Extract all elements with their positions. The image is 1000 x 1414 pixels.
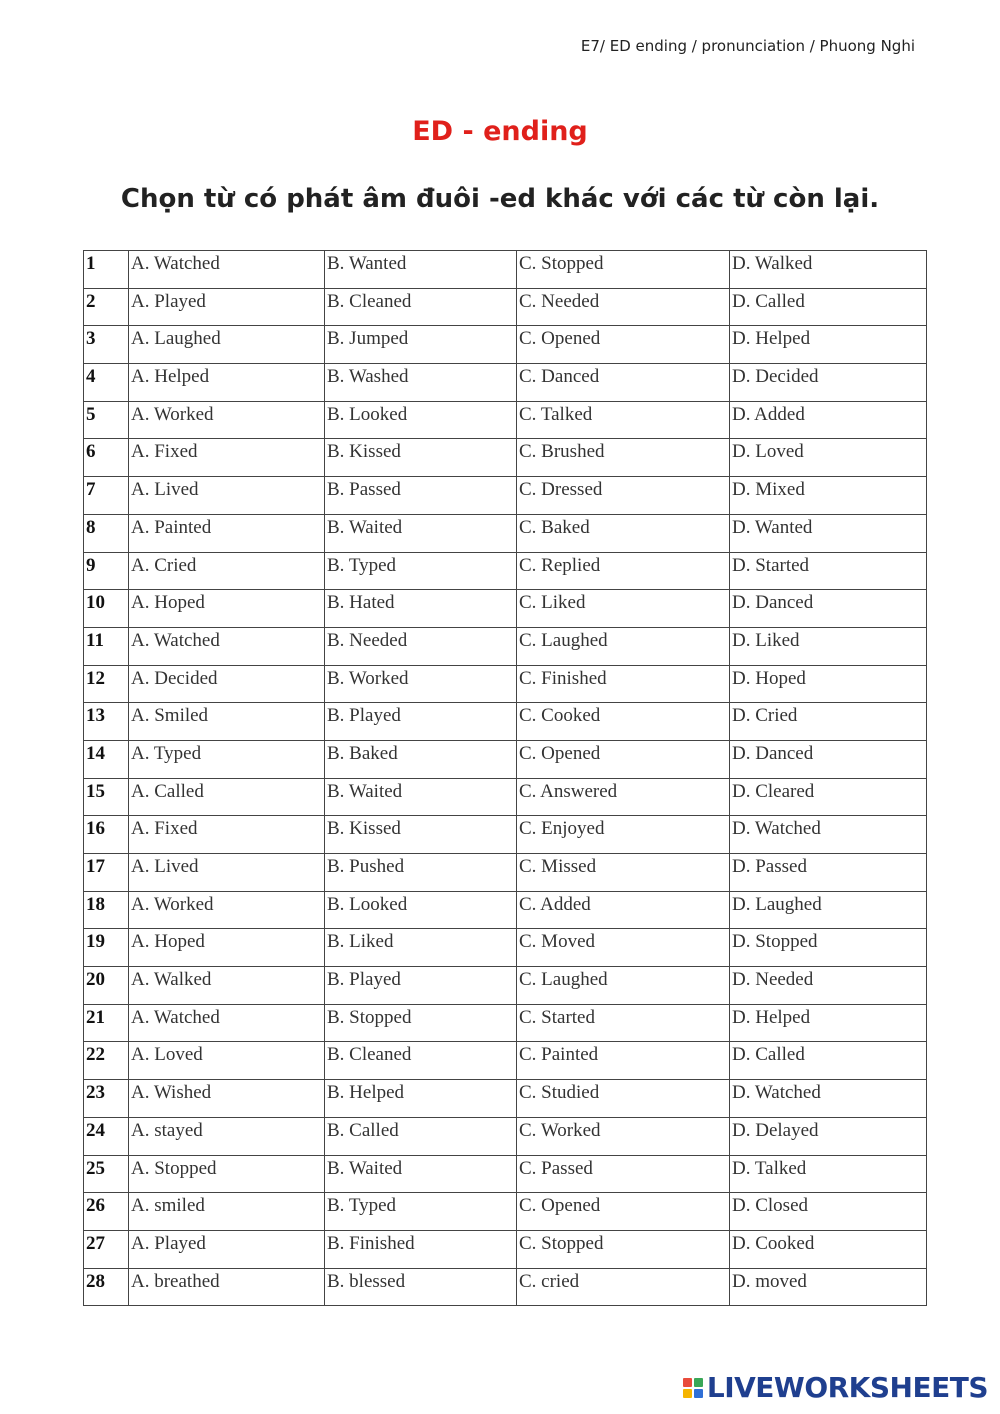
table-row xyxy=(84,1117,927,1155)
option-a: A. smiled xyxy=(129,1193,325,1231)
option-b: B. Hated xyxy=(325,590,517,628)
option-d: D. Mixed xyxy=(730,477,927,515)
option-d: D. Talked xyxy=(730,1155,927,1193)
option-d: D. Helped xyxy=(730,326,927,364)
option-d: D. Stopped xyxy=(730,929,927,967)
table-row xyxy=(84,891,927,929)
question-number: 26 xyxy=(84,1193,129,1231)
question-number: 23 xyxy=(84,1080,129,1118)
table-row xyxy=(84,967,927,1005)
table-row xyxy=(84,1268,927,1306)
table-row xyxy=(84,778,927,816)
table-row xyxy=(84,552,927,590)
table-row xyxy=(84,364,927,402)
option-c: C. Answered xyxy=(517,778,730,816)
table-row xyxy=(84,439,927,477)
exercise-table-body xyxy=(84,251,927,1306)
option-c: C. Baked xyxy=(517,514,730,552)
exercise-table xyxy=(83,250,927,1306)
option-a: A. breathed xyxy=(129,1268,325,1306)
table-row xyxy=(84,590,927,628)
table-row xyxy=(84,514,927,552)
table-row xyxy=(84,477,927,515)
logo-square xyxy=(683,1378,692,1387)
option-c: C. Moved xyxy=(517,929,730,967)
option-c: C. Stopped xyxy=(517,1230,730,1268)
option-a: A. Watched xyxy=(129,251,325,289)
question-number: 7 xyxy=(84,477,129,515)
option-a: A. Loved xyxy=(129,1042,325,1080)
option-a: A. Hoped xyxy=(129,590,325,628)
option-c: C. Dressed xyxy=(517,477,730,515)
question-number: 14 xyxy=(84,740,129,778)
option-d: D. Watched xyxy=(730,816,927,854)
option-b: B. Washed xyxy=(325,364,517,402)
option-a: A. Played xyxy=(129,288,325,326)
option-c: C. Started xyxy=(517,1004,730,1042)
option-a: A. Worked xyxy=(129,891,325,929)
option-c: C. Needed xyxy=(517,288,730,326)
page-title: ED - ending xyxy=(412,116,588,147)
table-row xyxy=(84,401,927,439)
option-b: B. blessed xyxy=(325,1268,517,1306)
option-c: C. Added xyxy=(517,891,730,929)
option-d: D. Passed xyxy=(730,854,927,892)
option-b: B. Kissed xyxy=(325,816,517,854)
option-c: C. Worked xyxy=(517,1117,730,1155)
option-c: C. Finished xyxy=(517,665,730,703)
question-number: 15 xyxy=(84,778,129,816)
option-c: C. Liked xyxy=(517,590,730,628)
option-b: B. Pushed xyxy=(325,854,517,892)
option-a: A. Played xyxy=(129,1230,325,1268)
table-row xyxy=(84,326,927,364)
table-row xyxy=(84,1193,927,1231)
question-number: 8 xyxy=(84,514,129,552)
option-a: A. Lived xyxy=(129,477,325,515)
option-d: D. Wanted xyxy=(730,514,927,552)
option-d: D. Added xyxy=(730,401,927,439)
option-c: C. Enjoyed xyxy=(517,816,730,854)
question-number: 18 xyxy=(84,891,129,929)
option-a: A. Lived xyxy=(129,854,325,892)
option-a: A. Smiled xyxy=(129,703,325,741)
question-number: 11 xyxy=(84,627,129,665)
question-number: 5 xyxy=(84,401,129,439)
option-a: A. Hoped xyxy=(129,929,325,967)
option-b: B. Waited xyxy=(325,778,517,816)
option-b: B. Worked xyxy=(325,665,517,703)
option-b: B. Cleaned xyxy=(325,1042,517,1080)
option-d: D. Started xyxy=(730,552,927,590)
option-a: A. Helped xyxy=(129,364,325,402)
option-b: B. Waited xyxy=(325,1155,517,1193)
option-a: A. Watched xyxy=(129,1004,325,1042)
table-row xyxy=(84,665,927,703)
option-c: C. Opened xyxy=(517,740,730,778)
option-d: D. Watched xyxy=(730,1080,927,1118)
table-row xyxy=(84,1004,927,1042)
option-b: B. Played xyxy=(325,967,517,1005)
question-number: 16 xyxy=(84,816,129,854)
logo-mark-icon xyxy=(683,1378,703,1398)
table-row xyxy=(84,703,927,741)
question-number: 12 xyxy=(84,665,129,703)
table-row xyxy=(84,1042,927,1080)
option-b: B. Stopped xyxy=(325,1004,517,1042)
table-row xyxy=(84,251,927,289)
option-c: C. Brushed xyxy=(517,439,730,477)
question-number: 10 xyxy=(84,590,129,628)
option-d: D. Delayed xyxy=(730,1117,927,1155)
option-c: C. Talked xyxy=(517,401,730,439)
logo-square xyxy=(694,1389,703,1398)
option-a: A. Painted xyxy=(129,514,325,552)
question-number: 1 xyxy=(84,251,129,289)
question-number: 2 xyxy=(84,288,129,326)
option-d: D. Needed xyxy=(730,967,927,1005)
option-a: A. Laughed xyxy=(129,326,325,364)
header-note: E7/ ED ending / pronunciation / Phuong Nghi xyxy=(580,37,915,55)
question-number: 25 xyxy=(84,1155,129,1193)
option-c: C. Replied xyxy=(517,552,730,590)
option-b: B. Passed xyxy=(325,477,517,515)
table-row xyxy=(84,854,927,892)
question-number: 28 xyxy=(84,1268,129,1306)
option-c: C. Opened xyxy=(517,1193,730,1231)
liveworksheets-logo xyxy=(683,1371,988,1404)
option-d: D. Loved xyxy=(730,439,927,477)
option-a: A. Stopped xyxy=(129,1155,325,1193)
question-number: 4 xyxy=(84,364,129,402)
question-number: 19 xyxy=(84,929,129,967)
option-d: D. Cooked xyxy=(730,1230,927,1268)
option-a: A. Called xyxy=(129,778,325,816)
option-d: D. Danced xyxy=(730,590,927,628)
table-row xyxy=(84,1155,927,1193)
table-row xyxy=(84,627,927,665)
question-number: 27 xyxy=(84,1230,129,1268)
option-c: C. Laughed xyxy=(517,967,730,1005)
option-b: B. Played xyxy=(325,703,517,741)
option-a: A. Wished xyxy=(129,1080,325,1118)
instruction-text: Chọn từ có phát âm đuôi -ed khác với các từ còn lại. xyxy=(120,184,880,214)
option-d: D. Called xyxy=(730,1042,927,1080)
option-c: C. Stopped xyxy=(517,251,730,289)
table-row xyxy=(84,740,927,778)
option-b: B. Cleaned xyxy=(325,288,517,326)
option-b: B. Liked xyxy=(325,929,517,967)
option-c: C. Danced xyxy=(517,364,730,402)
option-b: B. Typed xyxy=(325,1193,517,1231)
option-d: D. Cried xyxy=(730,703,927,741)
option-c: C. Cooked xyxy=(517,703,730,741)
option-b: B. Typed xyxy=(325,552,517,590)
option-c: C. cried xyxy=(517,1268,730,1306)
table-row xyxy=(84,816,927,854)
option-d: D. Called xyxy=(730,288,927,326)
option-b: B. Wanted xyxy=(325,251,517,289)
option-d: D. moved xyxy=(730,1268,927,1306)
option-b: B. Baked xyxy=(325,740,517,778)
option-a: A. Watched xyxy=(129,627,325,665)
option-d: D. Laughed xyxy=(730,891,927,929)
option-b: B. Helped xyxy=(325,1080,517,1118)
question-number: 24 xyxy=(84,1117,129,1155)
option-a: A. Decided xyxy=(129,665,325,703)
logo-text: LIVEWORKSHEETS xyxy=(706,1371,988,1404)
option-a: A. Cried xyxy=(129,552,325,590)
question-number: 21 xyxy=(84,1004,129,1042)
option-a: A. stayed xyxy=(129,1117,325,1155)
option-a: A. Walked xyxy=(129,967,325,1005)
option-a: A. Worked xyxy=(129,401,325,439)
table-row xyxy=(84,288,927,326)
option-d: D. Helped xyxy=(730,1004,927,1042)
option-a: A. Fixed xyxy=(129,816,325,854)
question-number: 20 xyxy=(84,967,129,1005)
logo-square xyxy=(694,1378,703,1387)
option-b: B. Jumped xyxy=(325,326,517,364)
option-b: B. Looked xyxy=(325,401,517,439)
question-number: 17 xyxy=(84,854,129,892)
option-a: A. Typed xyxy=(129,740,325,778)
table-row xyxy=(84,1230,927,1268)
option-c: C. Laughed xyxy=(517,627,730,665)
question-number: 22 xyxy=(84,1042,129,1080)
option-c: C. Opened xyxy=(517,326,730,364)
option-b: B. Waited xyxy=(325,514,517,552)
question-number: 13 xyxy=(84,703,129,741)
option-c: C. Missed xyxy=(517,854,730,892)
option-c: C. Painted xyxy=(517,1042,730,1080)
option-c: C. Passed xyxy=(517,1155,730,1193)
table-row xyxy=(84,1080,927,1118)
option-d: D. Cleared xyxy=(730,778,927,816)
table-row xyxy=(84,929,927,967)
option-d: D. Hoped xyxy=(730,665,927,703)
option-d: D. Decided xyxy=(730,364,927,402)
option-d: D. Walked xyxy=(730,251,927,289)
option-b: B. Needed xyxy=(325,627,517,665)
logo-square xyxy=(683,1389,692,1398)
option-a: A. Fixed xyxy=(129,439,325,477)
option-c: C. Studied xyxy=(517,1080,730,1118)
option-d: D. Liked xyxy=(730,627,927,665)
question-number: 6 xyxy=(84,439,129,477)
option-b: B. Finished xyxy=(325,1230,517,1268)
option-b: B. Called xyxy=(325,1117,517,1155)
option-d: D. Danced xyxy=(730,740,927,778)
option-b: B. Kissed xyxy=(325,439,517,477)
option-b: B. Looked xyxy=(325,891,517,929)
question-number: 9 xyxy=(84,552,129,590)
question-number: 3 xyxy=(84,326,129,364)
option-d: D. Closed xyxy=(730,1193,927,1231)
